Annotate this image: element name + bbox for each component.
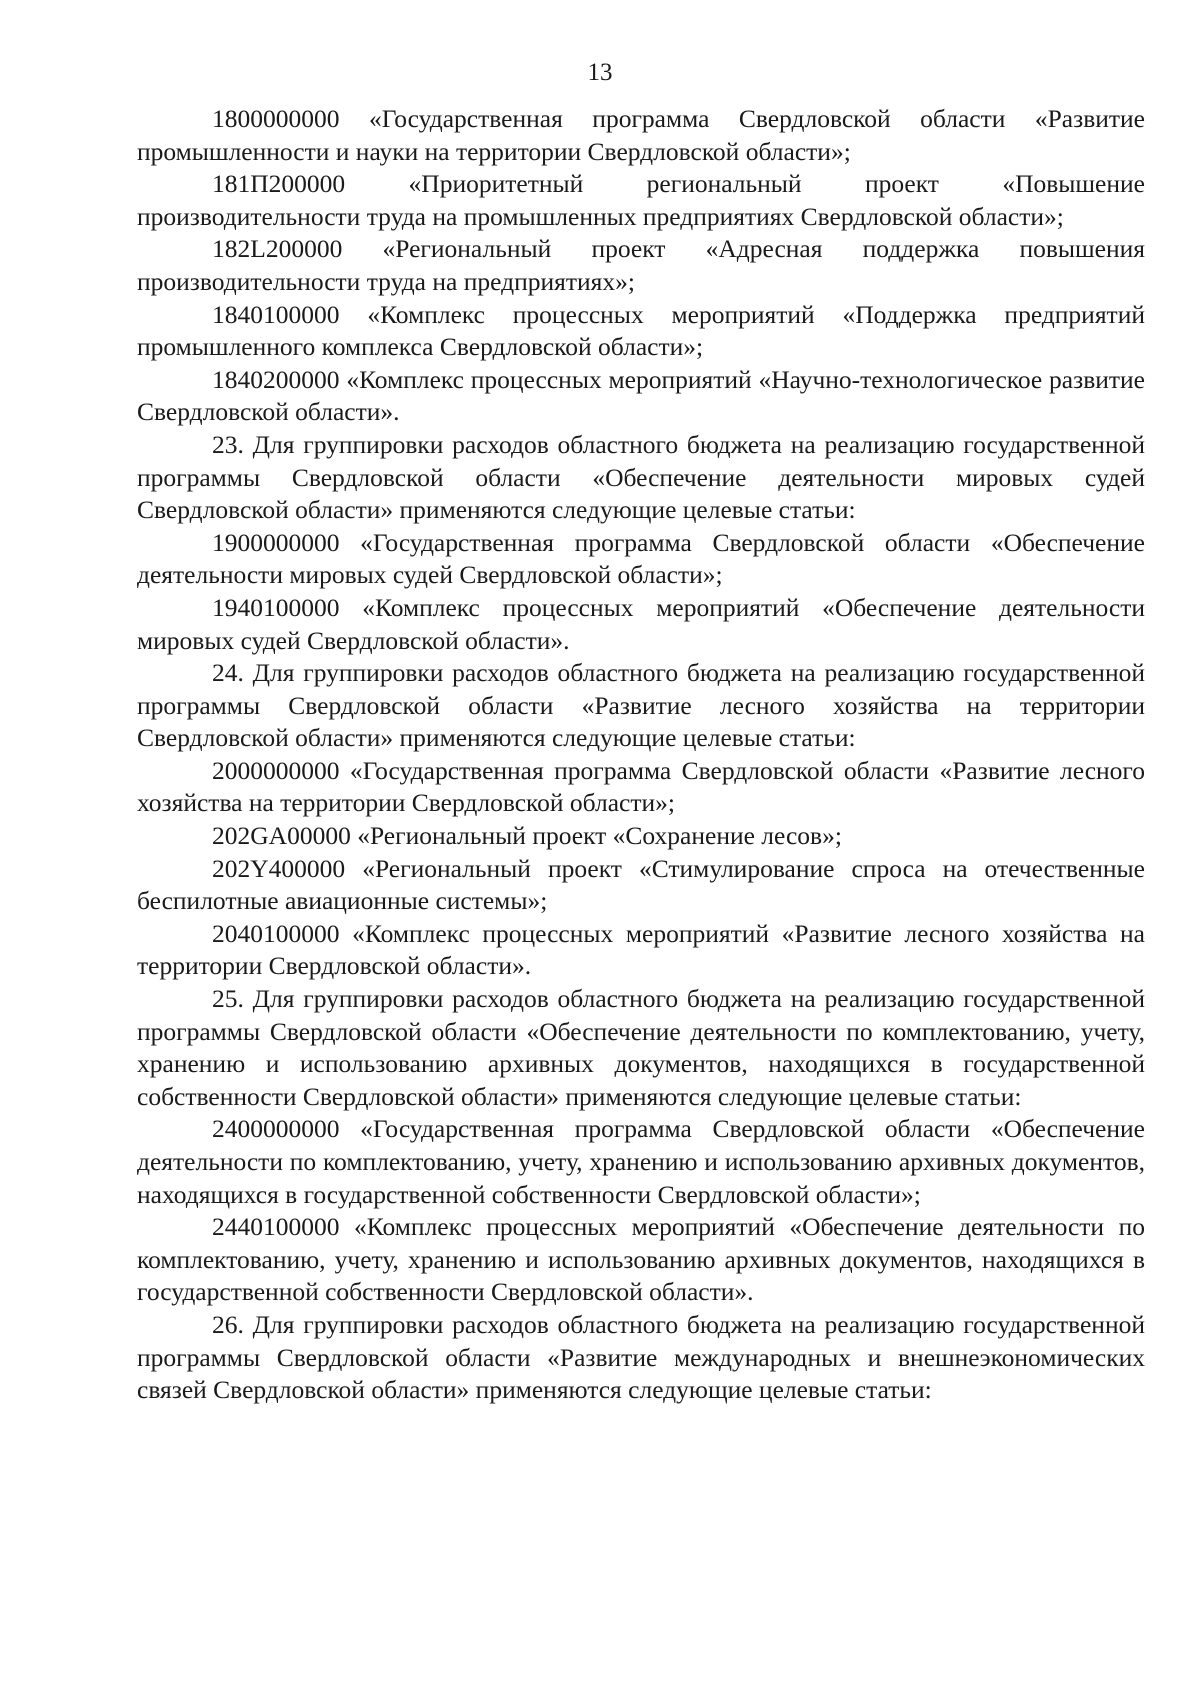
paragraph-target-2040100000: 2040100000 «Комплекс процессных мероприятий «Развитие лесного хозяйства на территории Свердловской области».: [137, 918, 1145, 981]
document-body: [137, 103, 1145, 1407]
paragraph-item-24: 24. Для группировки расходов областного бюджета на реализацию государственной программы Свердловской области «Развитие лесного хозяйства на территории Свердловской области» применяются следующие целевые статьи:: [137, 658, 1145, 753]
paragraph-target-2400000000: 2400000000 «Государственная программа Свердловской области «Обеспечение деятельности по комплектованию, учету, хранению и использованию архивных документов, находящихся в государственной собственности Свердловской области»;: [137, 1114, 1145, 1209]
paragraph-item-25: 25. Для группировки расходов областного бюджета на реализацию государственной программы Свердловской области «Обеспечение деятельности по комплектованию, учету, хранению и использованию архивных документов, находящихся в государственной собственности Свердловской области» применяются следующие целевые статьи:: [137, 984, 1145, 1111]
paragraph-item-23: 23. Для группировки расходов областного бюджета на реализацию государственной программы Свердловской области «Обеспечение деятельности мировых судей Свердловской области» применяются следующие целевые статьи:: [137, 429, 1145, 525]
paragraph-target-202GA00000: 202GA00000 «Региональный проект «Сохранение лесов»;: [212, 821, 842, 851]
page-number: 13: [587, 59, 613, 86]
paragraph-target-182L200000: 182L200000 «Региональный проект «Адресная поддержка повышения производительности труда на предприятиях»;: [137, 234, 1145, 296]
paragraph-target-1940100000: 1940100000 «Комплекс процессных мероприятий «Обеспечение деятельности мировых судей Свердловской области».: [137, 592, 1145, 655]
paragraph-target-181P200000: 181П200000 «Приоритетный региональный проект «Повышение производительности труда на промышленных предприятиях Свердловской области»;: [137, 169, 1145, 231]
paragraph-target-2440100000: 2440100000 «Комплекс процессных мероприятий «Обеспечение деятельности по комплектованию, учету, хранению и использованию архивных документов, находящихся в государственной собственности Свердловской области».: [137, 1212, 1145, 1307]
paragraph-target-2000000000: 2000000000 «Государственная программа Свердловской области «Развитие лесного хозяйства на территории Свердловской области»;: [137, 755, 1145, 818]
paragraph-target-1800000000: 1800000000 «Государственная программа Свердловской области «Развитие промышленности и науки на территории Свердловской области»;: [137, 104, 1145, 166]
paragraph-target-1840100000: 1840100000 «Комплекс процессных мероприятий «Поддержка предприятий промышленного комплекса Свердловской области»;: [137, 299, 1145, 362]
paragraph-item-26: 26. Для группировки расходов областного бюджета на реализацию государственной программы Свердловской области «Развитие международных и внешнеэкономических связей Свердловской области» применяются следующие целевые статьи:: [137, 1309, 1145, 1405]
paragraph-target-1840200000: 1840200000 «Комплекс процессных мероприятий «Научно-технологическое развитие Свердловской области».: [137, 364, 1145, 427]
paragraph-target-1900000000: 1900000000 «Государственная программа Свердловской области «Обеспечение деятельности мировых судей Свердловской области»;: [137, 527, 1145, 590]
paragraph-target-202Y400000: 202Y400000 «Региональный проект «Стимулирование спроса на отечественные беспилотные авиационные системы»;: [137, 853, 1145, 916]
